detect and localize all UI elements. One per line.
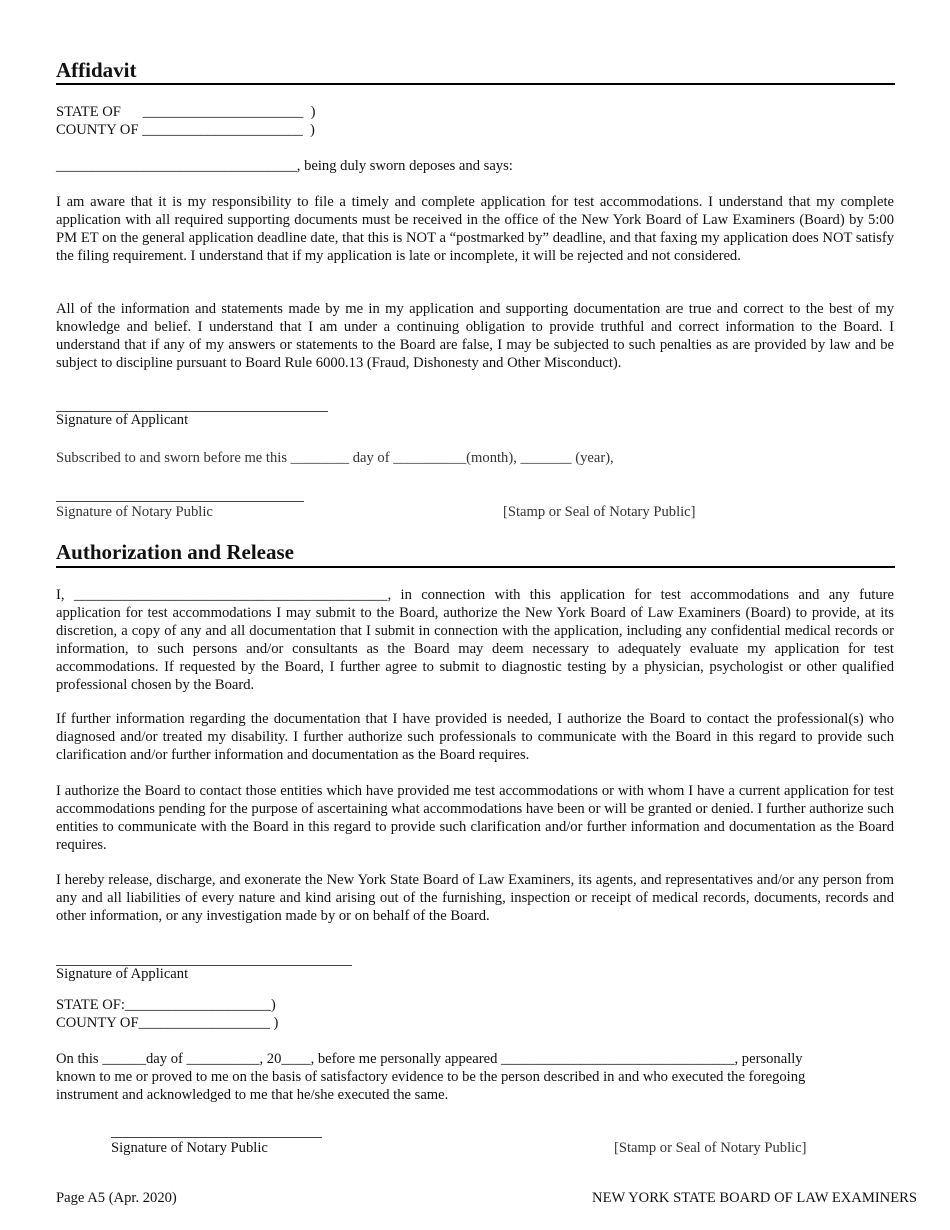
release-county-line[interactable]: COUNTY OF__________________ ) (56, 1015, 279, 1031)
affidavit-notary-signature-line[interactable] (56, 501, 304, 502)
affidavit-heading-rule (56, 83, 895, 85)
release-paragraph-1: I, ___________________________________________, in connection with this application for test accommodations and any future application for test accommodations I may submit to the Board, authorize the New York Board of Law Examiners (Board) to provide, at its discretion, a copy of any and all documentation that I submit in connection with the application, including any confidential medical records or information, to such persons and/or consultants as the Board may deem necessary to adequately evaluate my application for test accommodations. If requested by the Board, I further agree to submit to diagnostic testing by a physician, psychologist or other qualified professional chosen by the Board. (56, 587, 894, 693)
release-appeared-line-2: known to me or proved to me on the basis of satisfactory evidence to be the person described in and who executed the foregoing (56, 1069, 806, 1085)
release-notary-signature-label: Signature of Notary Public (111, 1140, 268, 1156)
release-paragraph-4: I hereby release, discharge, and exonerate the New York State Board of Law Examiners, its agents, and representatives and/or any person from any and all liabilities of every nature and kind arising out of the furnishing, inspection or receipt of medical records, documents, records and other information, or any investigation made by or on behalf of the Board. (56, 872, 894, 924)
footer-board-name: NEW YORK STATE BOARD OF LAW EXAMINERS (592, 1190, 917, 1206)
affidavit-applicant-signature-label: Signature of Applicant (56, 412, 189, 428)
affidavit-paragraph-2: All of the information and statements made by me in my application and supporting documentation are true and correct to the best of my knowledge and belief. I understand that I am under a continuing obligation to provide truthful and correct information to the Board. I understand that if any of my answers or statements to the Board are false, I may be subjected to such penalties as are provided by law and be subject to discipline pursuant to Board Rule 6000.13 (Fraud, Dishonesty and Other Misconduct). (56, 301, 894, 371)
release-paragraph-3: I authorize the Board to contact those entities which have provided me test accommodations or with whom I have a current application for test accommodations pending for the purpose of ascertaining what accommodations have been or will be granted or denied. I further authorize such entities to communicate with the Board in this regard to provide such clarification and/or further information and documentation as the Board requires. (56, 783, 894, 853)
release-stamp-label: [Stamp or Seal of Notary Public] (614, 1140, 807, 1156)
affidavit-paragraph-1: I am aware that it is my responsibility to file a timely and complete application for test accommodations. I understand that my complete application with all required supporting documents must be received in the office of the New York Board of Law Examiners (Board) by 5:00 PM ET on the general application deadline date, that this is NOT a “postmarked by” deadline, and that faxing my application does NOT satisfy the filing requirement. I understand that if my application is late or incomplete, it will be rejected and not considered. (56, 194, 894, 264)
release-paragraph-2: If further information regarding the documentation that I have provided is needed, I authorize the Board to contact the professional(s) who diagnosed and/or treated my disability. I further authorize such professionals to communicate with the Board in this regard to provide such clarification and/or further information and documentation as the Board requires. (56, 711, 894, 763)
affidavit-stamp-label: [Stamp or Seal of Notary Public] (503, 504, 696, 520)
affidavit-county-line[interactable]: COUNTY OF ______________________ ) (56, 122, 315, 138)
affidavit-state-line[interactable]: STATE OF ______________________ ) (56, 104, 316, 120)
release-state-line[interactable]: STATE OF:____________________) (56, 997, 276, 1013)
release-applicant-signature-label: Signature of Applicant (56, 966, 189, 982)
release-appeared-line-1[interactable]: On this ______day of __________, 20____, before me personally appeared ________________________________, personally (56, 1051, 803, 1067)
release-heading-rule (56, 566, 895, 568)
affidavit-sworn-line[interactable]: _________________________________, being duly sworn deposes and says: (56, 158, 513, 174)
affidavit-subscribed-line[interactable]: Subscribed to and sworn before me this ________ day of __________(month), _______ (year), (56, 450, 614, 466)
release-appeared-line-3: instrument and acknowledged to me that he/she executed the same. (56, 1087, 449, 1103)
affidavit-notary-signature-label: Signature of Notary Public (56, 504, 213, 520)
release-heading: Authorization and Release (56, 540, 294, 564)
affidavit-heading: Affidavit (56, 58, 137, 82)
release-notary-signature-line[interactable] (111, 1137, 322, 1138)
footer-page-label: Page A5 (Apr. 2020) (56, 1190, 177, 1206)
